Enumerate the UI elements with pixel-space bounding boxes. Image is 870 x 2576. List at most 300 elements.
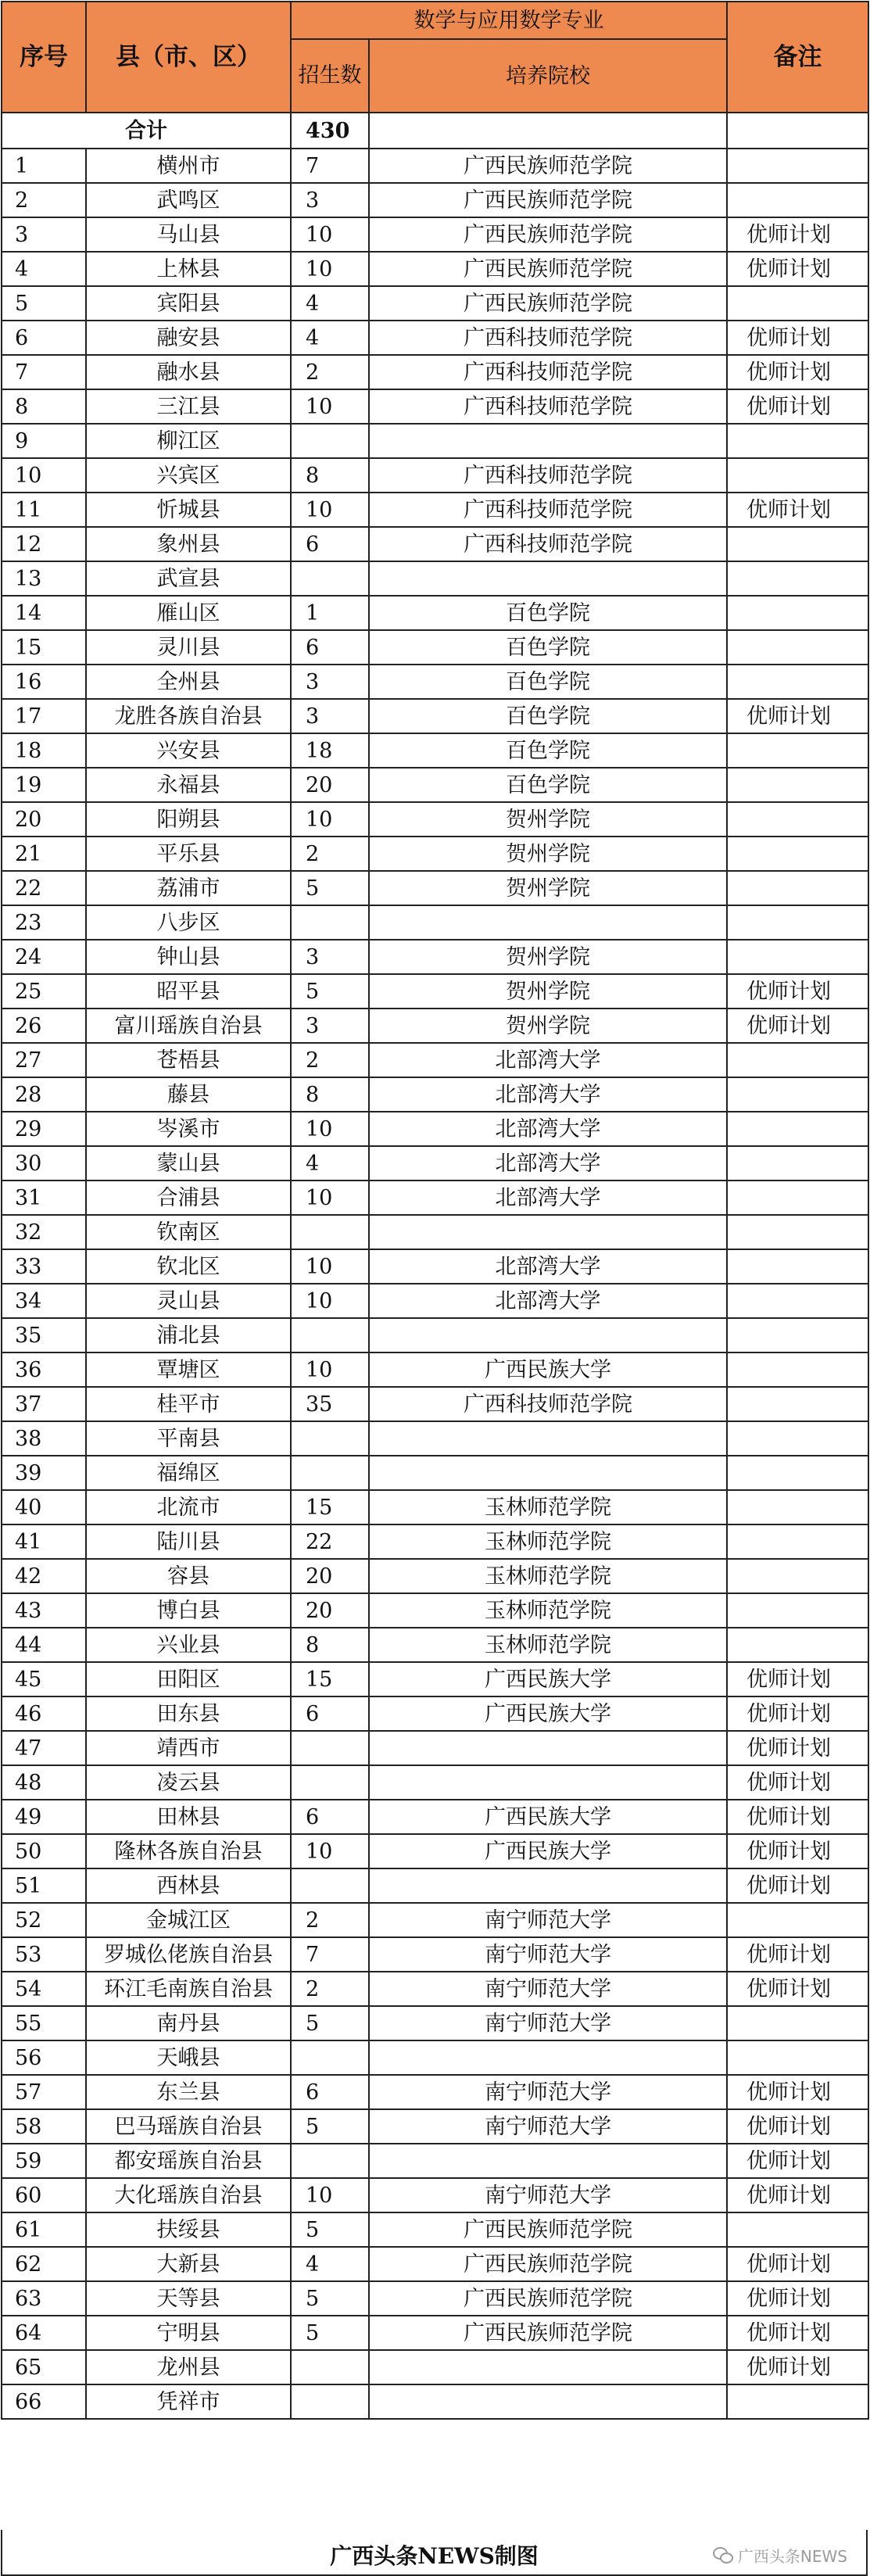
row-remark: 优师计划 <box>727 1662 868 1696</box>
row-remark <box>727 1524 868 1559</box>
row-remark <box>727 2384 868 2419</box>
row-quota: 3 <box>291 665 369 699</box>
row-remark <box>727 802 868 837</box>
row-remark: 优师计划 <box>727 2178 868 2212</box>
row-remark <box>727 596 868 630</box>
row-quota: 6 <box>291 1696 369 1731</box>
row-quota: 10 <box>291 1284 369 1318</box>
row-school: 贺州学院 <box>369 871 727 905</box>
table-row <box>2 1593 868 1628</box>
row-index: 32 <box>2 1215 86 1249</box>
row-remark <box>727 561 868 596</box>
row-remark <box>727 149 868 183</box>
table-row <box>2 699 868 733</box>
row-school: 广西民族大学 <box>369 1662 727 1696</box>
row-remark <box>727 1593 868 1628</box>
row-index: 27 <box>2 1043 86 1077</box>
row-quota <box>291 424 369 458</box>
table-row <box>2 1112 868 1146</box>
row-county: 柳江区 <box>86 424 291 458</box>
row-school: 广西民族大学 <box>369 1696 727 1731</box>
row-index: 52 <box>2 1903 86 1937</box>
table-row <box>2 217 868 252</box>
row-school: 百色学院 <box>369 699 727 733</box>
table-row <box>2 1077 868 1112</box>
row-index: 51 <box>2 1868 86 1903</box>
row-quota: 1 <box>291 596 369 630</box>
row-index: 8 <box>2 389 86 424</box>
table-row <box>2 733 868 768</box>
table-row <box>2 1421 868 1456</box>
row-school: 北部湾大学 <box>369 1284 727 1318</box>
table-row <box>2 940 868 974</box>
row-remark <box>727 1456 868 1490</box>
row-county: 荔浦市 <box>86 871 291 905</box>
row-school: 贺州学院 <box>369 974 727 1009</box>
row-school <box>369 561 727 596</box>
row-county: 昭平县 <box>86 974 291 1009</box>
row-school <box>369 1215 727 1249</box>
row-county: 龙州县 <box>86 2350 291 2384</box>
row-school: 广西民族师范学院 <box>369 217 727 252</box>
table-row <box>2 1215 868 1249</box>
header-major-group: 数学与应用数学专业 <box>291 2 727 39</box>
table-row <box>2 1937 868 1972</box>
header-school: 培养院校 <box>369 39 727 113</box>
row-index: 17 <box>2 699 86 733</box>
row-quota: 10 <box>291 217 369 252</box>
row-quota <box>291 2144 369 2178</box>
row-index: 43 <box>2 1593 86 1628</box>
row-school <box>369 2384 727 2419</box>
row-school: 南宁师范大学 <box>369 2109 727 2144</box>
row-county: 蒙山县 <box>86 1146 291 1181</box>
row-county: 大新县 <box>86 2247 291 2281</box>
row-quota: 8 <box>291 1077 369 1112</box>
row-county: 凭祥市 <box>86 2384 291 2419</box>
row-quota <box>291 1421 369 1456</box>
row-remark <box>727 1352 868 1387</box>
row-remark <box>727 1903 868 1937</box>
table-row <box>2 2144 868 2178</box>
row-remark <box>727 2040 868 2075</box>
row-county: 兴安县 <box>86 733 291 768</box>
row-remark <box>727 424 868 458</box>
row-county: 灵山县 <box>86 1284 291 1318</box>
row-school <box>369 424 727 458</box>
row-index: 31 <box>2 1181 86 1215</box>
row-index: 15 <box>2 630 86 665</box>
row-county: 天峨县 <box>86 2040 291 2075</box>
row-school: 广西民族大学 <box>369 1834 727 1868</box>
row-quota: 4 <box>291 2247 369 2281</box>
table-row <box>2 2006 868 2040</box>
row-remark: 优师计划 <box>727 1765 868 1800</box>
table-row <box>2 458 868 493</box>
row-remark <box>727 527 868 561</box>
row-index: 1 <box>2 149 86 183</box>
row-remark <box>727 1112 868 1146</box>
row-school <box>369 2350 727 2384</box>
row-index: 47 <box>2 1731 86 1765</box>
row-county: 博白县 <box>86 1593 291 1628</box>
table-row <box>2 974 868 1009</box>
row-school: 广西科技师范学院 <box>369 493 727 527</box>
row-county: 凌云县 <box>86 1765 291 1800</box>
row-school: 北部湾大学 <box>369 1112 727 1146</box>
row-school: 玉林师范学院 <box>369 1524 727 1559</box>
row-index: 28 <box>2 1077 86 1112</box>
row-county: 岑溪市 <box>86 1112 291 1146</box>
row-quota: 10 <box>291 2178 369 2212</box>
row-index: 12 <box>2 527 86 561</box>
row-remark <box>727 1421 868 1456</box>
table-row <box>2 1456 868 1490</box>
row-remark: 优师计划 <box>727 389 868 424</box>
row-quota: 5 <box>291 974 369 1009</box>
row-remark <box>727 1318 868 1352</box>
row-school: 广西民族师范学院 <box>369 252 727 286</box>
row-index: 58 <box>2 2109 86 2144</box>
row-index: 48 <box>2 1765 86 1800</box>
row-index: 59 <box>2 2144 86 2178</box>
table-row <box>2 1662 868 1696</box>
row-remark: 优师计划 <box>727 1696 868 1731</box>
row-index: 37 <box>2 1387 86 1421</box>
row-county: 三江县 <box>86 389 291 424</box>
row-school: 广西科技师范学院 <box>369 321 727 355</box>
row-county: 武宣县 <box>86 561 291 596</box>
row-quota: 8 <box>291 1628 369 1662</box>
row-quota: 2 <box>291 355 369 389</box>
row-index: 41 <box>2 1524 86 1559</box>
row-quota: 2 <box>291 1972 369 2006</box>
row-school <box>369 1731 727 1765</box>
row-remark <box>727 905 868 940</box>
row-county: 兴业县 <box>86 1628 291 1662</box>
watermark-text: 广西头条NEWS <box>737 2547 847 2566</box>
row-index: 45 <box>2 1662 86 1696</box>
row-county: 富川瑶族自治县 <box>86 1009 291 1043</box>
table-row <box>2 1800 868 1834</box>
row-index: 55 <box>2 2006 86 2040</box>
row-quota: 2 <box>291 1903 369 1937</box>
row-quota: 10 <box>291 252 369 286</box>
row-index: 7 <box>2 355 86 389</box>
row-school: 贺州学院 <box>369 802 727 837</box>
row-quota <box>291 2040 369 2075</box>
row-index: 54 <box>2 1972 86 2006</box>
table-row <box>2 1765 868 1800</box>
row-remark: 优师计划 <box>727 1800 868 1834</box>
table-row <box>2 2384 868 2419</box>
row-county: 天等县 <box>86 2281 291 2316</box>
row-remark <box>727 1387 868 1421</box>
row-index: 23 <box>2 905 86 940</box>
row-remark <box>727 2006 868 2040</box>
row-index: 46 <box>2 1696 86 1731</box>
row-index: 40 <box>2 1490 86 1524</box>
table-row <box>2 630 868 665</box>
row-quota: 15 <box>291 1490 369 1524</box>
row-school: 广西科技师范学院 <box>369 1387 727 1421</box>
row-county: 巴马瑶族自治县 <box>86 2109 291 2144</box>
table-row <box>2 1181 868 1215</box>
row-school: 百色学院 <box>369 596 727 630</box>
row-county: 灵川县 <box>86 630 291 665</box>
row-remark: 优师计划 <box>727 974 868 1009</box>
table-row <box>2 389 868 424</box>
row-quota <box>291 1868 369 1903</box>
row-school: 贺州学院 <box>369 940 727 974</box>
table-row <box>2 2040 868 2075</box>
row-quota: 5 <box>291 2006 369 2040</box>
row-quota: 10 <box>291 1352 369 1387</box>
table-row <box>2 561 868 596</box>
row-county: 龙胜各族自治县 <box>86 699 291 733</box>
row-quota: 10 <box>291 1834 369 1868</box>
table-row <box>2 355 868 389</box>
row-county: 永福县 <box>86 768 291 802</box>
row-index: 29 <box>2 1112 86 1146</box>
row-remark: 优师计划 <box>727 1834 868 1868</box>
row-quota: 5 <box>291 2281 369 2316</box>
row-index: 65 <box>2 2350 86 2384</box>
table-row <box>2 1387 868 1421</box>
row-remark <box>727 2212 868 2247</box>
table-row <box>2 286 868 321</box>
row-remark <box>727 1628 868 1662</box>
row-remark: 优师计划 <box>727 2144 868 2178</box>
row-school: 广西民族师范学院 <box>369 286 727 321</box>
row-index: 56 <box>2 2040 86 2075</box>
row-remark: 优师计划 <box>727 1868 868 1903</box>
row-county: 扶绥县 <box>86 2212 291 2247</box>
row-index: 4 <box>2 252 86 286</box>
row-county: 福绵区 <box>86 1456 291 1490</box>
row-school: 广西民族大学 <box>369 1800 727 1834</box>
row-quota: 8 <box>291 458 369 493</box>
row-index: 18 <box>2 733 86 768</box>
row-county: 武鸣区 <box>86 183 291 217</box>
table-row <box>2 149 868 183</box>
table-row <box>2 1972 868 2006</box>
row-school: 百色学院 <box>369 768 727 802</box>
row-quota: 7 <box>291 1937 369 1972</box>
row-county: 全州县 <box>86 665 291 699</box>
row-quota: 15 <box>291 1662 369 1696</box>
row-school: 北部湾大学 <box>369 1146 727 1181</box>
row-quota <box>291 905 369 940</box>
row-county: 藤县 <box>86 1077 291 1112</box>
row-quota: 7 <box>291 149 369 183</box>
table-row <box>2 1696 868 1731</box>
row-quota: 10 <box>291 493 369 527</box>
row-county: 横州市 <box>86 149 291 183</box>
row-quota: 4 <box>291 1146 369 1181</box>
row-remark <box>727 1249 868 1284</box>
row-remark <box>727 458 868 493</box>
table-row <box>2 252 868 286</box>
row-index: 35 <box>2 1318 86 1352</box>
row-index: 5 <box>2 286 86 321</box>
row-school: 广西民族师范学院 <box>369 2212 727 2247</box>
row-quota: 4 <box>291 286 369 321</box>
row-index: 36 <box>2 1352 86 1387</box>
row-index: 6 <box>2 321 86 355</box>
table-row <box>2 802 868 837</box>
total-row <box>2 113 868 149</box>
row-quota: 6 <box>291 630 369 665</box>
row-index: 38 <box>2 1421 86 1456</box>
row-quota: 3 <box>291 699 369 733</box>
row-remark: 优师计划 <box>727 252 868 286</box>
row-index: 61 <box>2 2212 86 2247</box>
row-school: 百色学院 <box>369 630 727 665</box>
row-county: 都安瑶族自治县 <box>86 2144 291 2178</box>
table-row <box>2 527 868 561</box>
row-school: 南宁师范大学 <box>369 2006 727 2040</box>
row-quota: 6 <box>291 527 369 561</box>
row-county: 容县 <box>86 1559 291 1593</box>
row-county: 田东县 <box>86 1696 291 1731</box>
row-school: 北部湾大学 <box>369 1043 727 1077</box>
table-row <box>2 424 868 458</box>
row-quota: 20 <box>291 1593 369 1628</box>
row-quota: 3 <box>291 183 369 217</box>
row-index: 44 <box>2 1628 86 1662</box>
row-remark <box>727 665 868 699</box>
row-school <box>369 2144 727 2178</box>
row-quota: 35 <box>291 1387 369 1421</box>
row-quota <box>291 1456 369 1490</box>
row-quota: 20 <box>291 1559 369 1593</box>
row-remark <box>727 1215 868 1249</box>
row-county: 钦南区 <box>86 1215 291 1249</box>
table-row <box>2 837 868 871</box>
row-quota <box>291 2350 369 2384</box>
row-school: 广西民族师范学院 <box>369 2281 727 2316</box>
row-remark: 优师计划 <box>727 2350 868 2384</box>
row-remark <box>727 183 868 217</box>
header-remark: 备注 <box>727 2 868 113</box>
row-index: 10 <box>2 458 86 493</box>
row-school: 北部湾大学 <box>369 1181 727 1215</box>
table-row <box>2 1524 868 1559</box>
row-county: 平南县 <box>86 1421 291 1456</box>
table-row <box>2 1559 868 1593</box>
total-remark-empty <box>727 113 868 149</box>
row-remark <box>727 940 868 974</box>
row-remark <box>727 1043 868 1077</box>
table-row <box>2 1249 868 1284</box>
row-index: 13 <box>2 561 86 596</box>
row-quota: 3 <box>291 940 369 974</box>
row-school: 广西民族师范学院 <box>369 183 727 217</box>
total-label: 合计 <box>2 113 291 149</box>
row-county: 桂平市 <box>86 1387 291 1421</box>
row-county: 融水县 <box>86 355 291 389</box>
row-school: 百色学院 <box>369 733 727 768</box>
row-school: 南宁师范大学 <box>369 1937 727 1972</box>
row-remark <box>727 1559 868 1593</box>
row-county: 西林县 <box>86 1868 291 1903</box>
row-remark <box>727 733 868 768</box>
footer-credit: 广西头条NEWS制图 <box>330 2543 539 2569</box>
watermark <box>713 2544 847 2567</box>
row-remark: 优师计划 <box>727 1972 868 2006</box>
table-row <box>2 2178 868 2212</box>
row-remark: 优师计划 <box>727 355 868 389</box>
row-county: 浦北县 <box>86 1318 291 1352</box>
table-row <box>2 1352 868 1387</box>
row-county: 兴宾区 <box>86 458 291 493</box>
row-quota: 18 <box>291 733 369 768</box>
row-county: 大化瑶族自治县 <box>86 2178 291 2212</box>
row-county: 覃塘区 <box>86 1352 291 1387</box>
row-quota: 5 <box>291 2212 369 2247</box>
row-county: 环江毛南族自治县 <box>86 1972 291 2006</box>
row-quota: 4 <box>291 321 369 355</box>
table-row <box>2 2075 868 2109</box>
row-index: 64 <box>2 2316 86 2350</box>
row-remark <box>727 1490 868 1524</box>
row-quota: 10 <box>291 389 369 424</box>
row-remark <box>727 630 868 665</box>
row-school: 玉林师范学院 <box>369 1490 727 1524</box>
row-school: 广西民族师范学院 <box>369 2247 727 2281</box>
row-school: 玉林师范学院 <box>369 1628 727 1662</box>
row-county: 钦北区 <box>86 1249 291 1284</box>
table-row <box>2 2212 868 2247</box>
header-county: 县（市、区） <box>86 2 291 113</box>
table-row <box>2 2109 868 2144</box>
row-remark: 优师计划 <box>727 493 868 527</box>
row-school: 广西科技师范学院 <box>369 389 727 424</box>
row-quota: 10 <box>291 1112 369 1146</box>
row-school <box>369 1318 727 1352</box>
row-index: 34 <box>2 1284 86 1318</box>
row-quota: 10 <box>291 1249 369 1284</box>
row-school: 广西科技师范学院 <box>369 527 727 561</box>
row-school: 南宁师范大学 <box>369 2075 727 2109</box>
footer <box>1 2530 868 2576</box>
row-county: 宾阳县 <box>86 286 291 321</box>
row-school: 贺州学院 <box>369 1009 727 1043</box>
row-remark: 优师计划 <box>727 2316 868 2350</box>
table-header <box>2 2 868 113</box>
table-row <box>2 1868 868 1903</box>
row-county: 罗城仫佬族自治县 <box>86 1937 291 1972</box>
row-quota <box>291 2384 369 2419</box>
row-quota: 20 <box>291 768 369 802</box>
row-school <box>369 1456 727 1490</box>
row-remark <box>727 1284 868 1318</box>
row-index: 26 <box>2 1009 86 1043</box>
header-index: 序号 <box>2 2 86 113</box>
table-row <box>2 2247 868 2281</box>
row-county: 南丹县 <box>86 2006 291 2040</box>
row-county: 雁山区 <box>86 596 291 630</box>
row-county: 八步区 <box>86 905 291 940</box>
row-index: 19 <box>2 768 86 802</box>
row-school: 北部湾大学 <box>369 1077 727 1112</box>
row-remark: 优师计划 <box>727 1009 868 1043</box>
row-index: 24 <box>2 940 86 974</box>
row-remark: 优师计划 <box>727 2075 868 2109</box>
row-county: 平乐县 <box>86 837 291 871</box>
table-row <box>2 2316 868 2350</box>
